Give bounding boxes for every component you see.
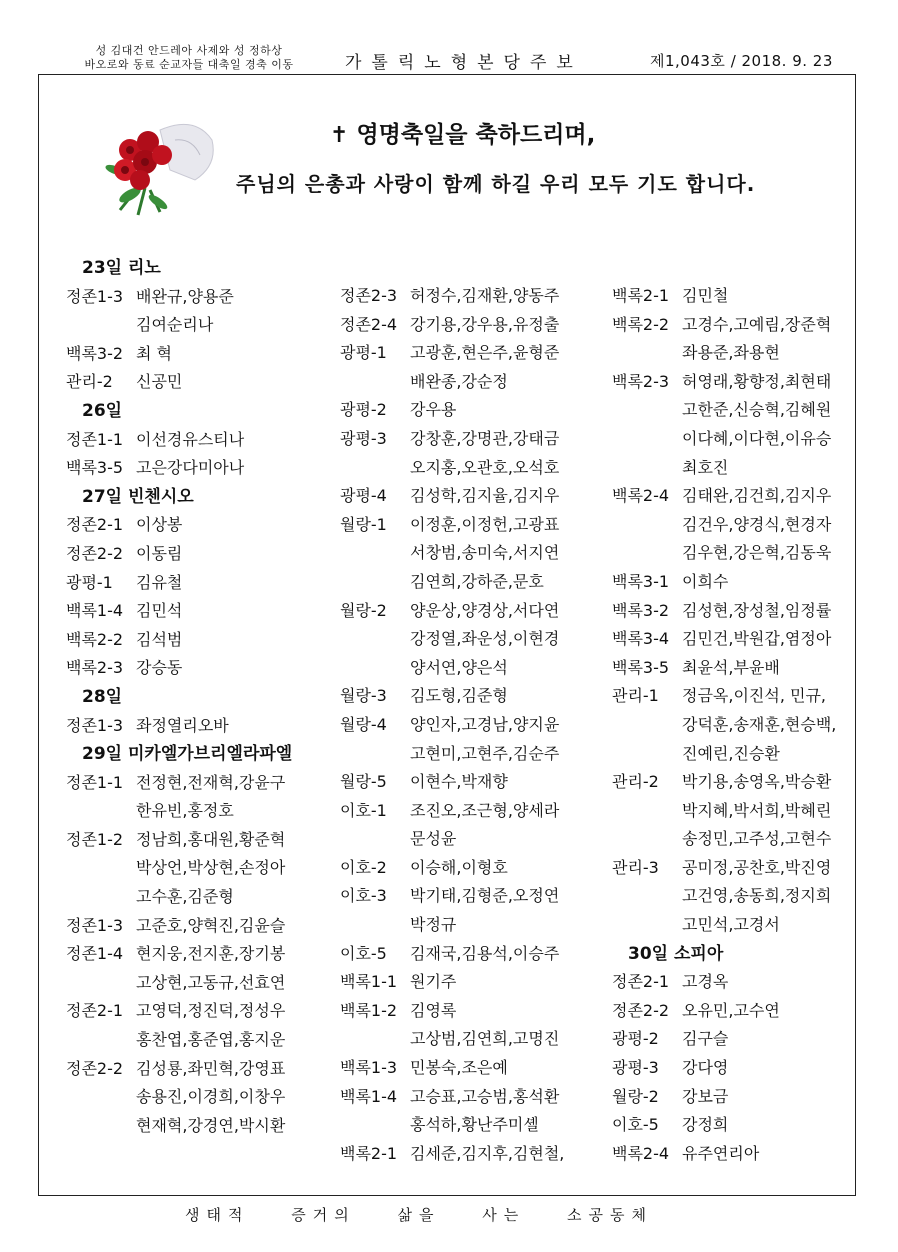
feast-day-heading: 26일 xyxy=(82,400,123,421)
parishioner-names: 이정훈,이정헌,고광표 xyxy=(410,514,560,534)
parishioner-names: 이동림 xyxy=(136,543,183,563)
list-item xyxy=(340,882,610,911)
district-label: 정존2-2 xyxy=(66,1058,124,1078)
parishioner-names: 양인자,고경남,양지윤 xyxy=(410,714,560,734)
district-label: 백록3-2 xyxy=(612,600,670,620)
list-item xyxy=(66,854,326,883)
parishioner-names: 최윤석,부윤배 xyxy=(682,657,780,677)
parishioner-names: 강보금 xyxy=(682,1086,729,1106)
district-label: 광평-4 xyxy=(340,486,387,506)
list-item xyxy=(340,1111,610,1140)
parishioner-names: 김유철 xyxy=(136,572,183,592)
list-item xyxy=(340,968,610,997)
district-label xyxy=(340,740,410,769)
parishioner-names: 김성학,김지율,김지우 xyxy=(410,486,560,506)
parishioner-names: 양운상,양경상,서다연 xyxy=(410,600,560,620)
list-item xyxy=(340,825,610,854)
parishioner-names: 배완규,양용준 xyxy=(136,286,234,306)
list-item xyxy=(340,854,610,883)
list-item xyxy=(612,311,852,340)
list-item xyxy=(66,883,326,912)
list-item xyxy=(340,740,610,769)
district-label xyxy=(340,1111,410,1140)
parishioner-names: 김여순리나 xyxy=(136,315,214,335)
district-label: 백록2-3 xyxy=(66,658,124,678)
district-label: 백록2-3 xyxy=(612,371,670,391)
parishioner-names: 이승해,이형호 xyxy=(410,857,508,877)
parishioner-names: 박정규 xyxy=(410,915,457,935)
list-item xyxy=(66,340,326,369)
district-label xyxy=(66,883,136,912)
list-item xyxy=(66,311,326,340)
footer-motto: 생태적 증거의 삶을 사는 소공동체 xyxy=(185,1206,653,1224)
list-item xyxy=(66,712,326,741)
list-item xyxy=(612,740,852,769)
parishioner-names: 박상언,박상현,손정아 xyxy=(136,858,286,878)
parishioner-names: 박기용,송영옥,박승환 xyxy=(682,772,832,792)
district-label: 이호-1 xyxy=(340,800,387,820)
parishioner-names: 고상현,고동규,선효연 xyxy=(136,972,286,992)
parishioner-names: 김민철 xyxy=(682,286,729,305)
list-item xyxy=(340,940,610,969)
list-item xyxy=(612,1083,852,1112)
district-label: 월랑-4 xyxy=(340,714,387,734)
district-label xyxy=(66,969,136,998)
list-item xyxy=(612,768,852,797)
header-feast-note xyxy=(44,44,334,72)
district-label: 월랑-1 xyxy=(340,514,387,534)
list-item xyxy=(612,654,852,683)
parishioner-names: 김연희,강하준,문호 xyxy=(410,571,544,591)
list-item xyxy=(612,539,852,568)
parishioner-names: 강정희 xyxy=(682,1115,729,1135)
parishioner-names: 김성현,장성철,임정률 xyxy=(682,600,832,620)
list-item xyxy=(66,969,326,998)
parishioner-names: 양서연,양은석 xyxy=(410,657,508,677)
list-item xyxy=(340,1083,610,1112)
parishioner-names: 박지혜,박서희,박혜린 xyxy=(682,800,832,820)
district-label: 백록2-4 xyxy=(612,1143,670,1163)
district-label: 관리-2 xyxy=(66,372,113,392)
list-item xyxy=(340,311,610,340)
list-item xyxy=(612,396,852,425)
parishioner-names: 이다혜,이다현,이유승 xyxy=(682,428,832,448)
district-label xyxy=(66,797,136,826)
parishioner-names: 김도형,김준형 xyxy=(410,686,508,706)
parishioner-names: 김민건,박원갑,염정아 xyxy=(682,629,832,649)
district-label xyxy=(340,568,410,597)
district-label: 백록1-4 xyxy=(340,1086,398,1106)
district-label: 정존1-2 xyxy=(66,829,124,849)
district-label: 백록1-2 xyxy=(340,1000,398,1020)
parishioner-names: 오지홍,오관호,오석호 xyxy=(410,457,560,477)
list-item xyxy=(66,940,326,969)
list-item xyxy=(66,1112,326,1141)
district-label: 백록2-2 xyxy=(66,629,124,649)
column-3 xyxy=(612,282,852,1168)
rose-bouquet-icon xyxy=(100,110,220,220)
list-item xyxy=(66,654,326,683)
list-item xyxy=(612,882,852,911)
district-label: 관리-3 xyxy=(612,857,659,877)
list-item xyxy=(66,426,326,455)
district-label: 정존2-1 xyxy=(66,1001,124,1021)
feast-day-heading: 28일 xyxy=(82,686,123,707)
list-item xyxy=(340,711,610,740)
list-item xyxy=(66,826,326,855)
district-label: 백록3-5 xyxy=(66,458,124,478)
district-label: 백록2-1 xyxy=(340,1143,398,1163)
parishioner-names: 유주연리아 xyxy=(682,1143,760,1163)
list-item xyxy=(340,997,610,1026)
parishioner-names: 한유빈,홍정호 xyxy=(136,801,234,821)
parishioner-names: 강창훈,강명관,강태금 xyxy=(410,428,560,448)
district-label: 광평-3 xyxy=(612,1058,659,1078)
parishioner-names: 김세준,김지후,김현철, xyxy=(410,1143,565,1163)
district-label xyxy=(66,1026,136,1055)
district-label: 정존2-1 xyxy=(612,972,670,992)
district-label xyxy=(612,882,682,911)
district-label xyxy=(66,1112,136,1141)
district-label xyxy=(340,825,410,854)
feast-day-heading: 30일 소피아 xyxy=(628,943,724,964)
list-item xyxy=(340,682,610,711)
district-label: 광평-2 xyxy=(340,400,387,420)
district-label: 이호-3 xyxy=(340,886,387,906)
parishioner-names: 원기주 xyxy=(410,972,457,992)
list-item xyxy=(66,454,326,483)
parishioner-names: 배완종,강순정 xyxy=(410,371,508,391)
list-item xyxy=(340,911,610,940)
parishioner-names: 최 혁 xyxy=(136,343,172,363)
feast-greeting-title xyxy=(330,116,595,149)
parishioner-names: 홍석하,황난주미셸 xyxy=(410,1115,539,1135)
district-label xyxy=(340,454,410,483)
header-feast-line1: 성 김대건 안드레아 사제와 성 정하상 xyxy=(95,44,283,57)
district-label: 이호-2 xyxy=(340,857,387,877)
parishioner-names: 오유민,고수연 xyxy=(682,1000,780,1020)
parishioner-names: 김석범 xyxy=(136,629,183,649)
parishioner-names: 고준호,양혁진,김윤슬 xyxy=(136,915,286,935)
list-item xyxy=(612,1140,852,1169)
list-item xyxy=(612,282,852,311)
district-label: 백록3-1 xyxy=(612,571,670,591)
list-item xyxy=(612,1111,852,1140)
district-label: 정존1-3 xyxy=(66,715,124,735)
list-item xyxy=(66,912,326,941)
list-item xyxy=(66,797,326,826)
parishioner-names: 공미정,공찬호,박진영 xyxy=(682,857,832,877)
parishioner-names: 고건영,송동희,정지희 xyxy=(682,886,832,906)
parishioner-names: 민봉숙,조은예 xyxy=(410,1058,508,1078)
list-item xyxy=(612,482,852,511)
list-item xyxy=(612,625,852,654)
district-label: 월랑-3 xyxy=(340,686,387,706)
district-label: 월랑-2 xyxy=(612,1086,659,1106)
feast-day-heading: 23일 리노 xyxy=(82,258,161,278)
parishioner-names: 김태완,김건희,김지우 xyxy=(682,486,832,506)
district-label xyxy=(340,654,410,683)
feast-day-heading: 27일 빈첸시오 xyxy=(82,486,194,507)
district-label: 광평-3 xyxy=(340,428,387,448)
district-label: 정존1-1 xyxy=(66,429,124,449)
district-label xyxy=(612,396,682,425)
list-item xyxy=(66,769,326,798)
district-label: 관리-1 xyxy=(612,686,659,706)
district-label: 정존1-3 xyxy=(66,915,124,935)
parishioner-names: 진예린,진승환 xyxy=(682,743,780,763)
parishioner-names: 고영덕,정진덕,정성우 xyxy=(136,1001,286,1021)
parishioner-names: 이희수 xyxy=(682,571,729,591)
parishioner-names: 좌정열리오바 xyxy=(136,715,229,735)
parishioner-names: 김영록 xyxy=(410,1000,457,1020)
district-label: 광평-1 xyxy=(340,343,387,363)
parishioner-names: 고현미,고현주,김순주 xyxy=(410,743,560,763)
parishioner-names: 전정현,전재혁,강윤구 xyxy=(136,772,286,792)
list-item xyxy=(340,568,610,597)
district-label xyxy=(340,368,410,397)
parishioner-names: 정금옥,이진석, 민규, xyxy=(682,686,826,706)
list-item xyxy=(340,282,610,311)
list-item xyxy=(340,396,610,425)
parishioner-names: 현재혁,강경연,박시환 xyxy=(136,1115,286,1135)
district-label: 백록2-2 xyxy=(612,314,670,334)
district-label: 정존1-4 xyxy=(66,944,124,964)
parishioner-names: 최호진 xyxy=(682,457,729,477)
district-label: 백록2-4 xyxy=(612,486,670,506)
list-item xyxy=(612,1054,852,1083)
district-label xyxy=(612,825,682,854)
parishioner-names: 현지웅,전지훈,장기봉 xyxy=(136,944,286,964)
district-label: 백록3-2 xyxy=(66,343,124,363)
list-item xyxy=(340,339,610,368)
list-item xyxy=(340,539,610,568)
list-item xyxy=(612,825,852,854)
list-item xyxy=(340,768,610,797)
district-label xyxy=(612,740,682,769)
parishioner-names: 고민석,고경서 xyxy=(682,915,780,935)
district-label xyxy=(612,797,682,826)
district-label: 백록3-5 xyxy=(612,657,670,677)
district-label: 정존2-4 xyxy=(340,314,398,334)
list-item xyxy=(66,626,326,655)
district-label: 월랑-5 xyxy=(340,772,387,792)
district-label: 정존1-1 xyxy=(66,772,124,792)
parishioner-names: 조진오,조근형,양세라 xyxy=(410,800,560,820)
district-label xyxy=(340,1025,410,1054)
greeting-line1: 영명축일을 축하드리며, xyxy=(356,122,596,148)
parishioner-names: 고경옥 xyxy=(682,972,729,992)
district-label: 백록1-1 xyxy=(340,972,398,992)
district-label: 광평-2 xyxy=(612,1029,659,1049)
district-label: 월랑-2 xyxy=(340,600,387,620)
district-label xyxy=(66,854,136,883)
parishioner-names: 김성룡,좌민혁,강영표 xyxy=(136,1058,286,1078)
district-label xyxy=(340,911,410,940)
column-1 xyxy=(66,254,326,1140)
list-item xyxy=(612,339,852,368)
list-item xyxy=(612,511,852,540)
list-item xyxy=(340,1054,610,1083)
district-label: 정존2-1 xyxy=(66,515,124,535)
district-label: 이호-5 xyxy=(612,1115,659,1135)
list-item xyxy=(340,454,610,483)
parishioner-names: 강덕훈,송재훈,현승백, xyxy=(682,714,837,734)
list-item xyxy=(612,454,852,483)
list-item xyxy=(340,654,610,683)
district-label xyxy=(66,311,136,340)
list-item xyxy=(66,1026,326,1055)
parishioner-names: 송용진,이경희,이창우 xyxy=(136,1087,286,1107)
list-item xyxy=(612,797,852,826)
list-item xyxy=(612,854,852,883)
district-label xyxy=(612,454,682,483)
district-label: 백록3-4 xyxy=(612,629,670,649)
list-item xyxy=(340,1025,610,1054)
list-item xyxy=(340,511,610,540)
parishioner-names: 좌용준,좌용현 xyxy=(682,343,780,363)
parishioner-names: 신공민 xyxy=(136,372,183,392)
district-label: 관리-2 xyxy=(612,772,659,792)
list-item xyxy=(340,597,610,626)
list-item xyxy=(612,682,852,711)
parishioner-names: 문성윤 xyxy=(410,829,457,849)
parishioner-names: 허정수,김재환,양동주 xyxy=(410,286,560,305)
parishioner-names: 김건우,양경식,현경자 xyxy=(682,514,832,534)
parishioner-names: 송정민,고주성,고현수 xyxy=(682,829,832,849)
column-2 xyxy=(340,282,610,1168)
list-item xyxy=(612,711,852,740)
district-label: 정존2-3 xyxy=(340,286,398,305)
list-item xyxy=(66,1055,326,1084)
district-label: 백록1-3 xyxy=(340,1058,398,1078)
list-item xyxy=(66,540,326,569)
feast-day-heading: 29일 미카엘가브리엘라파엘 xyxy=(82,744,293,765)
greeting-line2: 주님의 은총과 사랑이 함께 하길 우리 모두 기도 합니다. xyxy=(236,172,756,196)
district-label xyxy=(612,911,682,940)
parishioner-names: 고수훈,김준형 xyxy=(136,887,234,907)
list-item xyxy=(66,997,326,1026)
parishioner-names: 강정열,좌운성,이현경 xyxy=(410,629,560,649)
district-label xyxy=(612,339,682,368)
district-label xyxy=(66,1083,136,1112)
list-item xyxy=(66,597,326,626)
parishioner-names: 강다영 xyxy=(682,1058,729,1078)
parishioner-names: 이상봉 xyxy=(136,515,183,535)
district-label: 정존2-2 xyxy=(612,1000,670,1020)
parishioner-names: 강기용,강우용,유정출 xyxy=(410,314,560,334)
list-item xyxy=(340,368,610,397)
list-item xyxy=(66,368,326,397)
parishioner-names: 고경수,고예림,장준혁 xyxy=(682,314,832,334)
parishioner-names: 김구슬 xyxy=(682,1029,729,1049)
district-label xyxy=(612,425,682,454)
list-item xyxy=(340,1140,610,1169)
list-item xyxy=(612,568,852,597)
parishioner-names: 정남희,홍대원,황준혁 xyxy=(136,829,286,849)
list-item xyxy=(612,968,852,997)
parishioner-names: 허영래,황향정,최현태 xyxy=(682,371,832,391)
district-label: 광평-1 xyxy=(66,572,113,592)
district-label: 백록1-4 xyxy=(66,601,124,621)
district-label: 정존2-2 xyxy=(66,543,124,563)
district-label: 정존1-3 xyxy=(66,286,124,306)
list-item xyxy=(612,911,852,940)
list-item xyxy=(340,482,610,511)
list-item xyxy=(340,425,610,454)
bulletin-title: 가톨릭노형본당주보 xyxy=(345,53,583,73)
parishioner-names: 김민석 xyxy=(136,601,183,621)
list-item xyxy=(66,283,326,312)
list-item xyxy=(66,569,326,598)
list-item xyxy=(340,625,610,654)
district-label xyxy=(340,539,410,568)
district-label xyxy=(340,625,410,654)
parishioner-names: 고은강다미아나 xyxy=(136,458,245,478)
issue-number-date: 제1,043호 / 2018. 9. 23 xyxy=(650,52,833,70)
district-label xyxy=(612,539,682,568)
parishioner-names: 이현수,박재향 xyxy=(410,772,508,792)
list-item xyxy=(612,997,852,1026)
district-label: 이호-5 xyxy=(340,943,387,963)
list-item xyxy=(612,425,852,454)
list-item xyxy=(66,511,326,540)
parishioner-names: 강승동 xyxy=(136,658,183,678)
parishioner-names: 김재국,김용석,이승주 xyxy=(410,943,560,963)
list-item xyxy=(612,597,852,626)
parishioner-names: 김우현,강은혁,김동욱 xyxy=(682,543,832,563)
district-label xyxy=(612,711,682,740)
parishioner-names: 고광훈,현은주,윤형준 xyxy=(410,343,560,363)
list-item xyxy=(66,1083,326,1112)
parishioner-names: 서창범,송미숙,서지연 xyxy=(410,543,560,563)
list-item xyxy=(340,797,610,826)
cross-icon: ✝ xyxy=(330,123,349,148)
parishioner-names: 강우용 xyxy=(410,400,457,420)
parishioner-names: 이선경유스티나 xyxy=(136,429,245,449)
parishioner-names: 고한준,신승혁,김혜원 xyxy=(682,400,832,420)
list-item xyxy=(612,368,852,397)
district-label: 백록2-1 xyxy=(612,286,670,305)
header-feast-line2: 바오로와 동료 순교자들 대축일 경축 이동 xyxy=(84,58,294,71)
district-label xyxy=(612,511,682,540)
list-item xyxy=(612,1025,852,1054)
parishioner-names: 고승표,고승범,홍석환 xyxy=(410,1086,560,1106)
parishioner-names: 고상범,김연희,고명진 xyxy=(410,1029,560,1049)
parishioner-names: 홍찬엽,홍준엽,홍지운 xyxy=(136,1030,286,1050)
parishioner-names: 박기태,김형준,오정연 xyxy=(410,886,560,906)
